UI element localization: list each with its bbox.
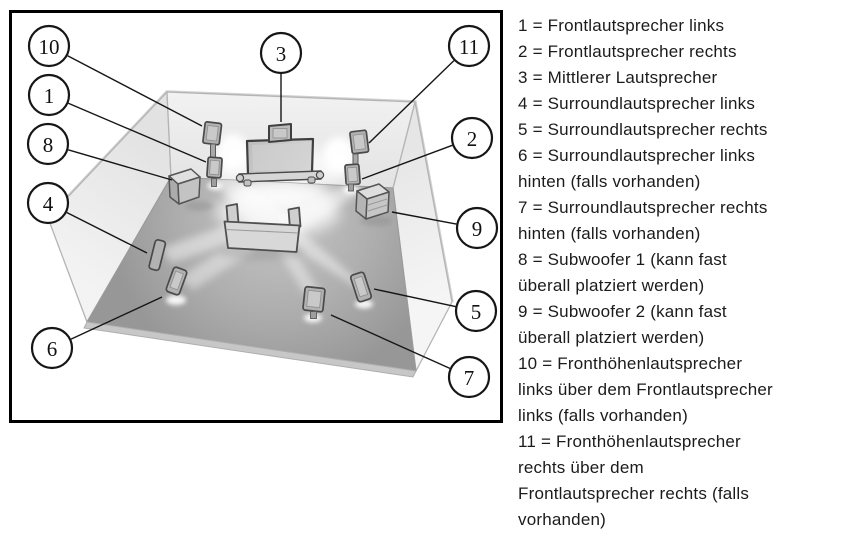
tv-stand-cap-right (316, 171, 323, 178)
legend-line: Frontlautsprecher rechts (falls (518, 484, 750, 503)
legend-item-8 (518, 247, 843, 299)
front-left-foot (212, 179, 217, 187)
center-speaker-grille (273, 129, 287, 139)
callout-number-3: 3 (275, 42, 287, 66)
tv-stand-cap-left (236, 174, 243, 181)
callout-number-2: 2 (466, 127, 478, 151)
callout-number-5: 5 (470, 300, 482, 324)
legend-line: hinten (falls vorhanden) (518, 172, 701, 191)
callout-number-9: 9 (471, 217, 483, 241)
callout-number-10: 10 (38, 35, 60, 59)
callout-number-11: 11 (458, 35, 480, 59)
legend-item-3 (518, 65, 843, 91)
legend-item-5 (518, 117, 843, 143)
legend-item-9 (518, 299, 843, 351)
callout-number-6: 6 (46, 337, 58, 361)
subwoofer-2 (356, 184, 389, 219)
legend-line: überall platziert werden) (518, 328, 705, 347)
legend-item-4 (518, 91, 843, 117)
legend-line: 8 = Subwoofer 1 (kann fast (518, 250, 727, 269)
legend-line: rechts über dem (518, 458, 644, 477)
rear-left-foot-glow (166, 295, 186, 305)
legend (518, 13, 843, 533)
legend-line: 7 = Surroundlautsprecher rechts (518, 198, 768, 217)
tv-foot-left (244, 180, 251, 186)
figure-box (9, 10, 503, 423)
callout-3 (261, 33, 301, 73)
legend-line: 5 = Surroundlautsprecher rechts (518, 120, 768, 139)
front-speaker-left (207, 157, 222, 178)
front-right-foot (349, 184, 354, 191)
legend-line: 9 = Subwoofer 2 (kann fast (518, 302, 727, 321)
tv-screen-glare (252, 143, 308, 171)
callout-4 (28, 183, 68, 223)
callout-number-1: 1 (43, 84, 55, 108)
legend-line: links über dem Frontlautsprecher (518, 380, 773, 399)
legend-line: 6 = Surroundlautsprecher links (518, 146, 756, 165)
legend-line: überall platziert werden) (518, 276, 705, 295)
rear-right-foot (311, 312, 317, 319)
legend-item-11 (518, 429, 843, 533)
legend-line: 3 = Mittlerer Lautsprecher (518, 68, 718, 87)
callout-1 (29, 75, 69, 115)
legend-item-10 (518, 351, 843, 429)
legend-item-1 (518, 13, 843, 39)
tv-foot-right (308, 177, 315, 183)
callout-10 (29, 26, 69, 66)
surround-back-speaker-right (303, 287, 325, 312)
legend-line: 4 = Surroundlautsprecher links (518, 94, 756, 113)
legend-item-2 (518, 39, 843, 65)
callout-number-7: 7 (463, 366, 475, 390)
callout-number-4: 4 (42, 192, 54, 216)
legend-item-6 (518, 143, 843, 195)
legend-line: 2 = Frontlautsprecher rechts (518, 42, 737, 61)
front-speaker-right (345, 164, 360, 185)
speaker-pole-left (211, 144, 216, 158)
front-height-speaker-right (350, 130, 369, 154)
callout-8 (28, 124, 68, 164)
legend-line: hinten (falls vorhanden) (518, 224, 701, 243)
callout-9 (457, 208, 497, 248)
legend-line: links (falls vorhanden) (518, 406, 688, 425)
callout-5 (456, 291, 496, 331)
subwoofer-1 (169, 169, 200, 204)
legend-line: 1 = Frontlautsprecher links (518, 16, 725, 35)
subwoofer1-shadow (185, 201, 213, 211)
legend-item-7 (518, 195, 843, 247)
callout-2 (452, 118, 492, 158)
legend-line: 11 = Fronthöhenlautsprecher (518, 432, 741, 451)
legend-line: vorhanden) (518, 510, 607, 529)
callout-6 (32, 328, 72, 368)
callout-11 (449, 26, 489, 66)
callout-number-8: 8 (42, 133, 54, 157)
legend-line: 10 = Fronthöhenlautsprecher (518, 354, 743, 373)
callout-7 (449, 357, 489, 397)
room-illustration (12, 13, 500, 420)
front-height-speaker-left (203, 122, 222, 145)
